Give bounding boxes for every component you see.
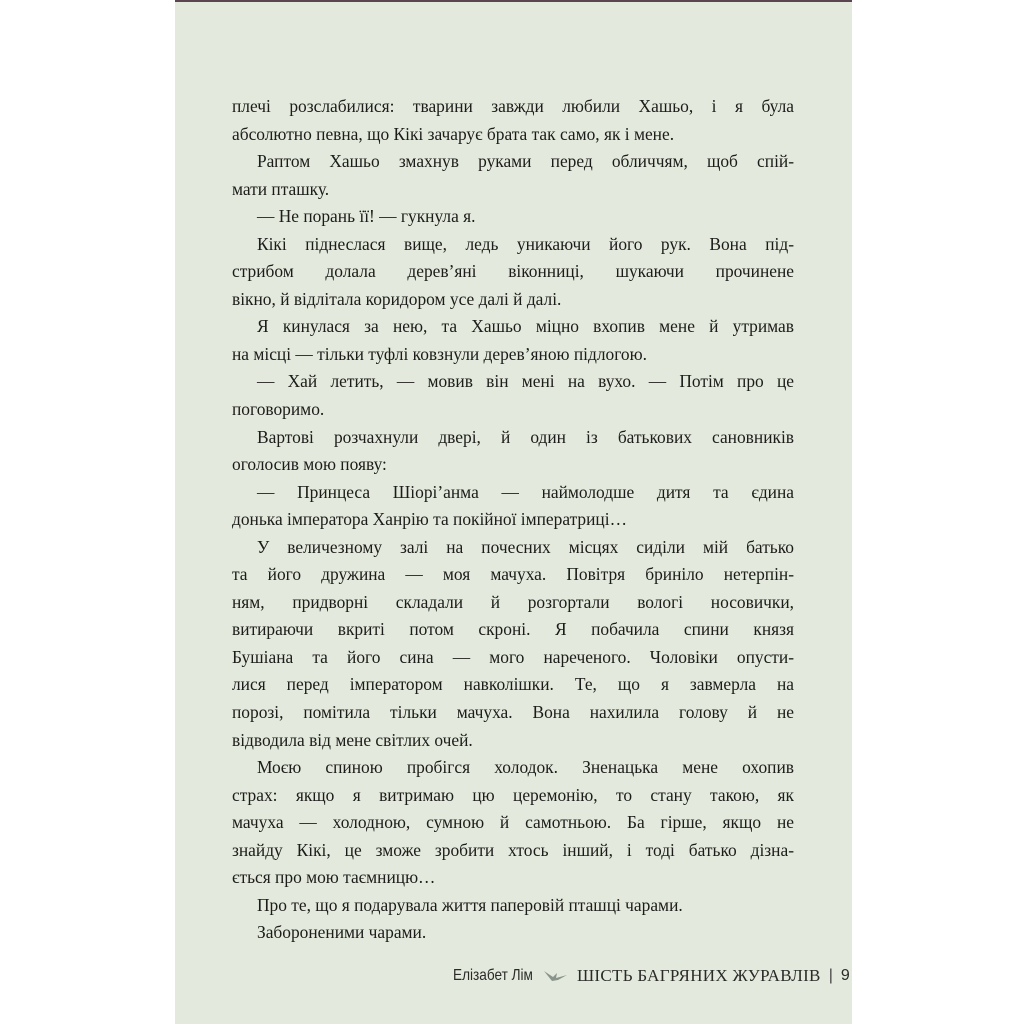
paragraph — [232, 534, 794, 754]
text-line: мачуха — холодною, сумною й самотньою. Ба гірше, якщо не — [232, 812, 794, 833]
text-line: плечі розслабилися: тварини завжди любили Хашьо, і я була — [232, 96, 794, 116]
text-line: поговоримо. — [232, 399, 325, 420]
text-line: мати пташку. — [232, 178, 330, 199]
text-line: оголосив мою появу: — [232, 454, 387, 475]
text-line: — Хай летить, — мовив він мені на вухо. — Потім про це — [257, 371, 794, 392]
text-line: абсолютно певна, що Кікі зачарує брата так само, як і мене. — [232, 123, 675, 144]
text-line: Забороненими чарами. — [257, 922, 427, 943]
text-line: страх: якщо я витримаю цю церемонію, то стану такою, як — [232, 784, 794, 805]
crane-icon — [543, 969, 569, 983]
text-line: Раптом Хашьо змахнув руками перед обличчям, щоб спій- — [257, 151, 794, 172]
paragraph — [232, 424, 794, 479]
paragraph — [232, 148, 794, 203]
page-footer — [453, 966, 850, 986]
text-line: У величезному залі на почесних місцях сиділи мій батько — [257, 536, 794, 557]
text-line: вікно, й відлітала коридором усе далі й далі. — [232, 288, 562, 309]
text-line: Вартові розчахнули двері, й один із батькових сановників — [257, 426, 794, 447]
text-line: Про те, що я подарувала життя паперовій пташці чарами. — [257, 894, 683, 915]
text-line: знайду Кікі, це зможе зробити хтось інший, і тоді батько дізна- — [232, 839, 794, 860]
text-line: стрибом долала дерев’яні віконниці, шукаючи прочинене — [232, 261, 794, 282]
text-line: ням, придворні складали й розгортали вологі носовички, — [232, 591, 794, 612]
paragraph — [232, 754, 794, 892]
text-line: Моєю спиною пробігся холодок. Зненацька мене охопив — [257, 757, 794, 778]
paragraph — [232, 479, 794, 534]
paragraph — [232, 313, 794, 368]
paragraph — [232, 231, 794, 314]
text-line: Кікі піднеслася вище, ледь уникаючи його рук. Вона під- — [257, 233, 794, 254]
text-line: порозі, помітила тільки мачуха. Вона нахилила голову й не — [232, 702, 794, 723]
paragraph — [232, 203, 794, 231]
text-line: Бушіана та його сина — мого нареченого. Чоловіки опусти- — [232, 646, 794, 667]
book-page — [175, 0, 852, 1024]
text-line: донька імператора Ханрію та покійної імператриці… — [232, 509, 627, 530]
paragraph — [232, 892, 794, 920]
body-text — [232, 93, 794, 947]
paragraph — [232, 368, 794, 423]
paragraph — [232, 919, 794, 947]
page-edge — [175, 0, 852, 2]
text-line: — Не порань її! — гукнула я. — [257, 206, 476, 227]
text-line: — Принцеса Шіорі’анма — наймолодше дитя та єдина — [257, 481, 794, 502]
text-line: витираючи вкриті потом скроні. Я побачила спини князя — [232, 619, 794, 640]
text-line: відводила від мене світлих очей. — [232, 729, 473, 750]
footer-author: Елізабет Лім — [453, 967, 533, 984]
text-line: та його дружина — моя мачуха. Повітря бриніло нетерпін- — [232, 564, 794, 585]
paragraph — [232, 93, 794, 148]
text-line: Я кинулася за нею, та Хашьо міцно вхопив мене й утримав — [257, 316, 794, 337]
page-number: 9 — [840, 967, 850, 984]
text-line: на місці — тільки туфлі ковзнули дерев’яною підлогою. — [232, 343, 647, 364]
text-line: лися перед імператором навколішки. Те, що я завмерла на — [232, 674, 794, 695]
text-line: ється про мою таємницю… — [232, 867, 436, 888]
footer-book-title: ШІСТЬ БАГРЯНИХ ЖУРАВЛІВ — [576, 966, 821, 985]
footer-separator: | — [828, 967, 833, 984]
